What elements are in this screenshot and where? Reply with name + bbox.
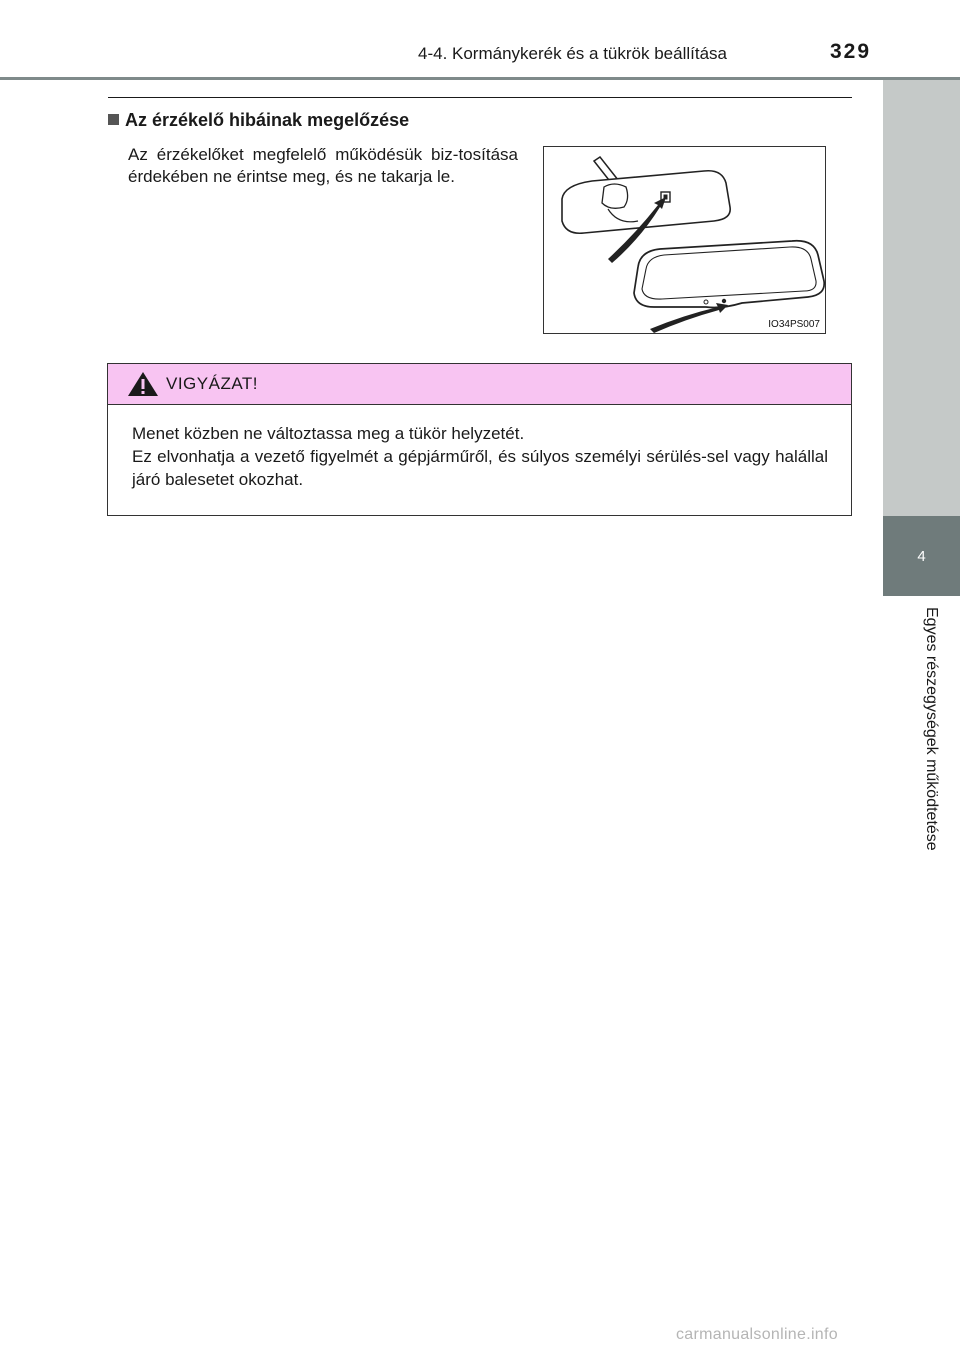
section-heading	[108, 110, 409, 131]
heading-bullet-icon	[108, 114, 119, 125]
front-sensor-left-icon	[704, 300, 708, 304]
lower-mirror-glass	[642, 247, 816, 299]
warning-box	[107, 363, 852, 516]
warning-header	[108, 364, 851, 405]
warning-body	[132, 422, 828, 491]
warning-line-2: Ez elvonhatja a vezető figyelmét a gépjárműről, és súlyos személyi sérülés-sel vagy halállal járó balesetet okozhat.	[132, 447, 828, 489]
mirror-mount	[602, 184, 628, 208]
section-rule	[108, 97, 852, 98]
section-body-text: Az érzékelőket megfelelő működésük biz-tosítása érdekében ne érintse meg, és ne takarja le.	[128, 145, 518, 186]
section-heading-text: Az érzékelő hibáinak megelőzése	[125, 110, 410, 130]
mirror-illustration	[544, 147, 827, 335]
running-header-title: 4-4. Kormánykerék és a tükrök beállítása	[418, 44, 727, 63]
figure-code: IO34PS007	[768, 319, 820, 330]
site-watermark: carmanualsonline.info	[676, 1326, 838, 1343]
header-rule	[0, 77, 960, 80]
page-number: 329	[830, 40, 872, 63]
warning-title: VIGYÁZAT!	[166, 374, 259, 393]
front-sensor-right-icon	[722, 299, 726, 303]
warning-triangle-icon	[127, 371, 159, 397]
chapter-title-vertical: Egyes részegységek működtetése	[923, 607, 940, 851]
chapter-number-tab: 4	[883, 516, 960, 596]
chapter-side-tab	[883, 80, 960, 516]
warning-line-1: Menet közben ne változtassa meg a tükör helyzetét.	[132, 424, 525, 443]
mirror-sensor-figure	[543, 146, 826, 334]
